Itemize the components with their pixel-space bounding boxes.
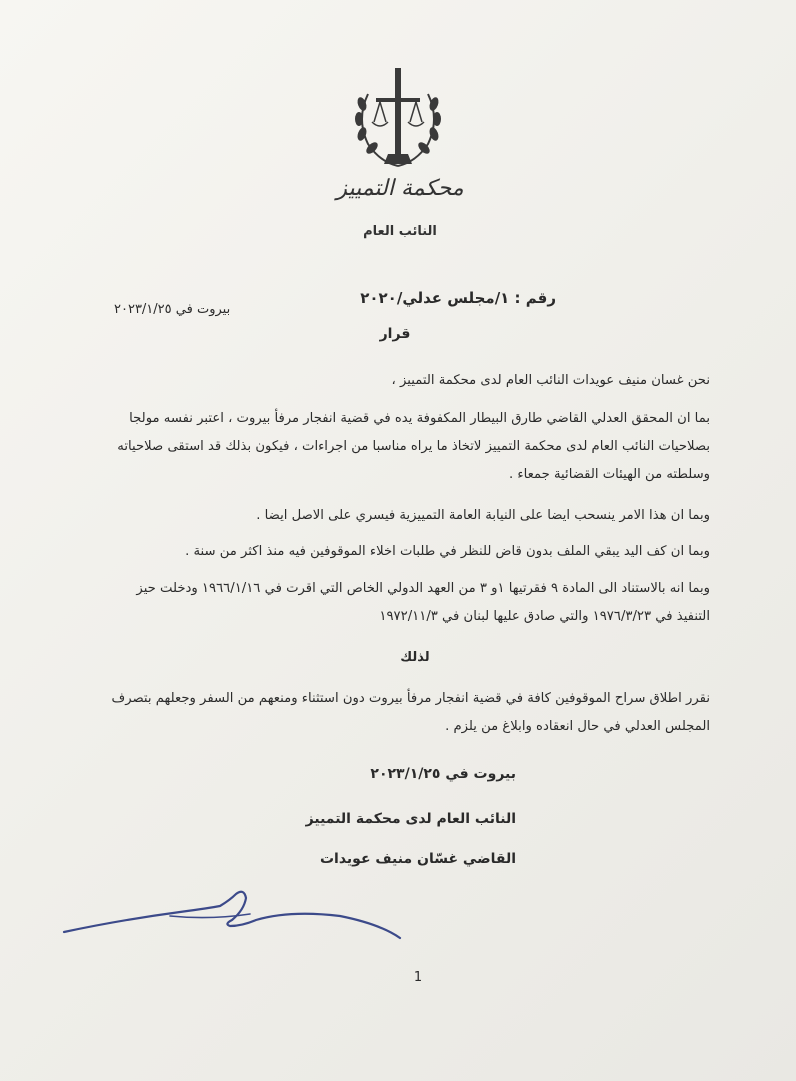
paragraph-4: وبما انه بالاستناد الى المادة ٩ فقرتيها ١و ٣ من العهد الدولي الخاص التي اقرت في ١٩٦٦/١/١٦ ودخلت حيز التنفيذ في ١٩٧٦/٣/٢٣ والتي صادق عليها لبنان في ١٩٧٢/١١/٣ [136,581,710,624]
paragraph-intro: نحن غسان منيف عويدات النائب العام لدى محكمة التمييز ، [391,373,710,388]
department-heading: النائب العام [363,224,437,239]
court-emblem-icon [346,64,450,174]
signatory-title: النائب العام لدى محكمة التمييز [305,811,516,827]
signature-date: بيروت في ٢٠٢٣/١/٢٥ [370,766,516,782]
document-title: قرار [379,326,411,342]
paragraph-1: بما ان المحقق العدلي القاضي طارق البيطار المكفوفة يده في قضية انفجار مرفأ بيروت ، اعتبر نفسه مولجا بصلاحيات النائب العام لدى محكمة التمييز لاتخاذ ما يراه مناسبا من اجراءات ، فيكون بذلك قد استقى صلاحياته وسلطته من الهيئات القضائية جمعاء . [117,411,710,482]
decision-paragraph: نقرر اطلاق سراح الموقوفين كافة في قضية انفجار مرفأ بيروت دون استثناء ومنعهم من السفر وجعلهم بتصرف المجلس العدلي في حال انعقاده وابلاغ من يلزم . [111,691,710,734]
document-date: بيروت في ٢٠٢٣/١/٢٥ [114,302,231,317]
court-name-logo: محكمة التمييز [336,176,464,201]
reference-number: رقم : ١/مجلس عدلي/٢٠٢٠ [360,289,556,307]
page-number: 1 [413,970,423,985]
therefore-heading: لذلك [400,650,430,665]
paragraph-3: وبما ان كف اليد يبقي الملف بدون قاض للنظر في طلبات اخلاء الموقوفين فيه منذ اكثر من سنة . [185,544,710,559]
handwritten-signature [60,880,405,950]
paragraph-2: وبما ان هذا الامر ينسحب ايضا على النيابة العامة التمييزية فيسري على الاصل ايضا . [256,508,710,523]
signatory-name: القاضي غسّان منيف عويدات [319,851,516,867]
